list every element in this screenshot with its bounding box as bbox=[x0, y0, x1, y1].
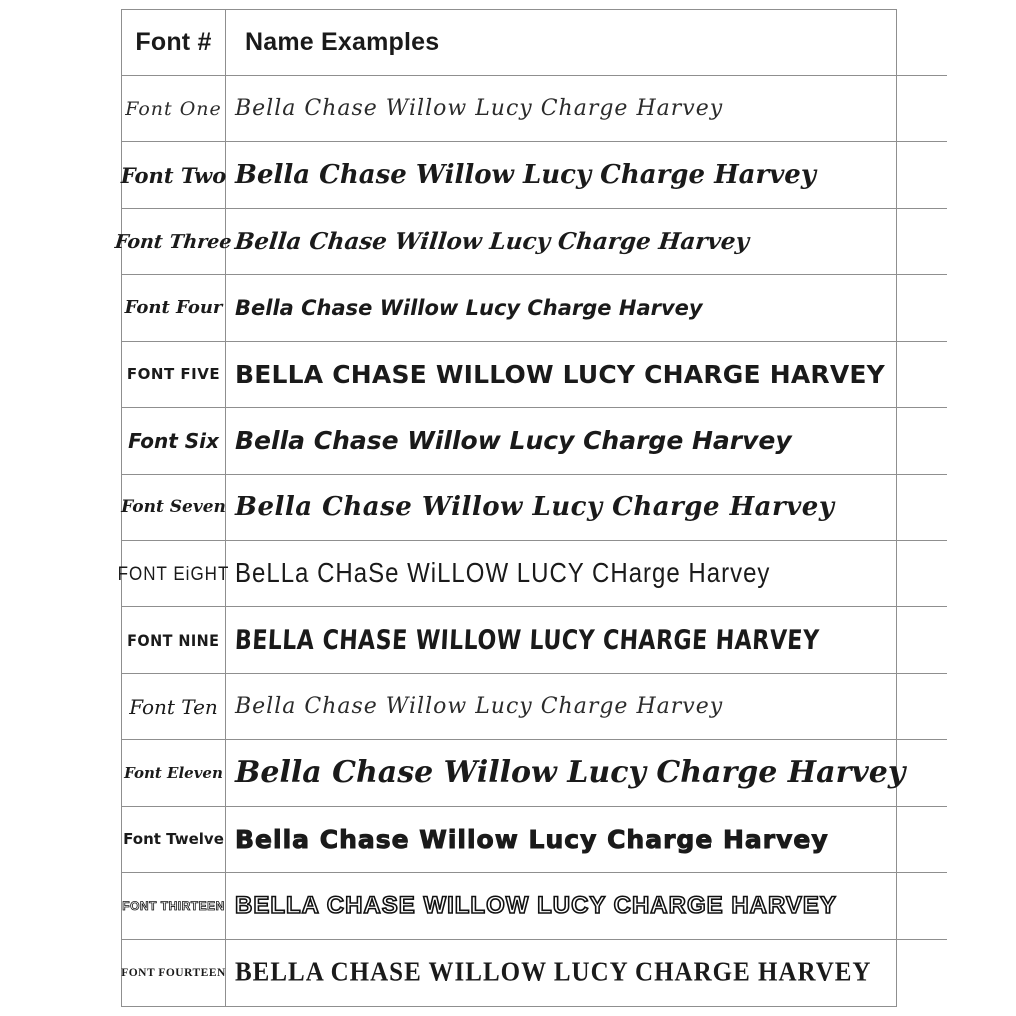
example-cell-9 bbox=[226, 607, 947, 673]
example-cell-12 bbox=[226, 807, 947, 873]
header-cell-name-examples bbox=[226, 10, 947, 76]
font-number-cell-6 bbox=[122, 408, 226, 474]
font-ten-example: Bella Chase Willow Lucy Charge Harvey bbox=[235, 694, 724, 720]
font-five-example: BELLA CHASE WILLOW LUCY CHARGE HARVEY bbox=[235, 359, 885, 389]
font-seven-label: Font Seven bbox=[121, 497, 226, 518]
font-eight-example: BeLLa CHaSe WiLLOW LUCY CHarge Harvey bbox=[235, 557, 771, 589]
font-twelve-label: Font Twelve bbox=[123, 830, 224, 849]
font-three-example: Bella Chase Willow Lucy Charge Harvey bbox=[233, 228, 751, 256]
font-twelve-example: Bella Chase Willow Lucy Charge Harvey bbox=[235, 824, 829, 854]
font-examples-table bbox=[114, 9, 906, 1007]
font-number-cell-1 bbox=[122, 76, 226, 142]
example-cell-10 bbox=[226, 674, 947, 740]
example-cell-1 bbox=[226, 76, 947, 142]
font-eleven-example: Bella Chase Willow Lucy Charge Harvey bbox=[235, 755, 906, 791]
font-nine-label: FONT NINE bbox=[127, 630, 220, 650]
font-number-cell-9 bbox=[122, 607, 226, 673]
font-eleven-label: Font Eleven bbox=[124, 763, 223, 782]
font-number-cell-3 bbox=[114, 209, 233, 275]
font-one-label: Font One bbox=[125, 97, 222, 120]
font-number-cell-13 bbox=[122, 873, 226, 939]
header-name-examples-label: Name Examples bbox=[245, 28, 440, 56]
font-five-label: FONT FIVE bbox=[126, 365, 221, 384]
header-font-number-label: Font # bbox=[135, 28, 212, 56]
font-number-cell-2 bbox=[122, 142, 226, 208]
font-six-label: Font Six bbox=[128, 428, 219, 453]
example-cell-11 bbox=[226, 740, 947, 806]
example-cell-8 bbox=[226, 541, 947, 607]
font-fourteen-label: FONT FOURTEEN bbox=[121, 966, 226, 979]
font-number-cell-5 bbox=[122, 342, 226, 408]
example-cell-3 bbox=[226, 209, 947, 275]
font-number-cell-12 bbox=[122, 807, 226, 873]
font-ten-label: Font Ten bbox=[129, 694, 218, 719]
font-three-label: Font Three bbox=[114, 230, 233, 253]
header-cell-font-number bbox=[122, 10, 226, 76]
font-number-cell-14 bbox=[122, 940, 226, 1006]
example-cell-7 bbox=[226, 475, 947, 541]
font-seven-example: Bella Chase Willow Lucy Charge Harvey bbox=[235, 492, 835, 523]
example-cell-6 bbox=[226, 408, 947, 474]
example-cell-4 bbox=[226, 275, 947, 341]
font-number-cell-10 bbox=[122, 674, 226, 740]
font-number-cell-11 bbox=[122, 740, 226, 806]
font-two-example: Bella Chase Willow Lucy Charge Harvey bbox=[235, 160, 816, 191]
font-number-cell-8 bbox=[117, 541, 230, 607]
example-cell-5 bbox=[226, 342, 947, 408]
font-one-example: Bella Chase Willow Lucy Charge Harvey bbox=[235, 96, 724, 122]
font-two-label: Font Two bbox=[120, 162, 227, 188]
font-thirteen-label: FONT THIRTEEN bbox=[122, 898, 225, 913]
example-cell-2 bbox=[226, 142, 947, 208]
font-four-example: Bella Chase Willow Lucy Charge Harvey bbox=[235, 295, 703, 320]
font-four-label: Font Four bbox=[124, 297, 223, 319]
example-cell-13 bbox=[226, 873, 947, 939]
font-thirteen-example: BELLA CHASE WILLOW LUCY CHARGE HARVEY bbox=[235, 891, 837, 919]
font-number-cell-7 bbox=[122, 475, 226, 541]
font-six-example: Bella Chase Willow Lucy Charge Harvey bbox=[235, 426, 792, 456]
font-fourteen-example: BELLA CHASE WILLOW LUCY CHARGE HARVEY bbox=[235, 957, 872, 987]
example-cell-14 bbox=[226, 940, 947, 1006]
font-number-cell-4 bbox=[122, 275, 226, 341]
font-nine-example: BELLA CHASE WILLOW LUCY CHARGE HARVEY bbox=[234, 624, 821, 656]
font-eight-label: FONT EiGHT bbox=[117, 562, 230, 585]
